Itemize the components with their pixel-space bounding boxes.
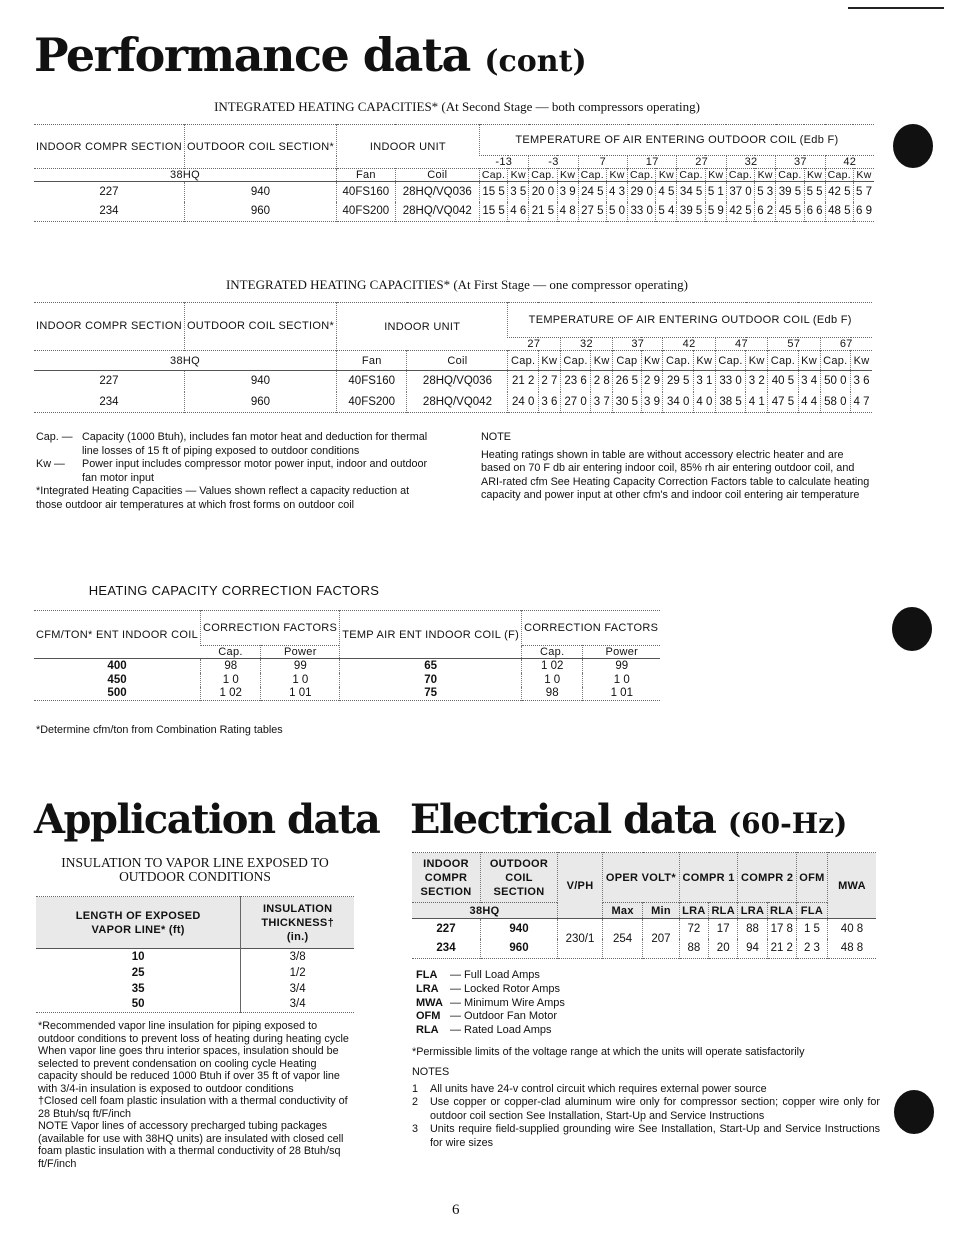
cell: 33 0: [628, 202, 656, 222]
col-indoor-compr: INDOOR COMPR SECTION: [36, 140, 182, 153]
application-caption: INSULATION TO VAPOR LINE EXPOSED TO OUTDOOR CONDITIONS: [61, 855, 329, 884]
cell: 48 5: [825, 202, 853, 222]
cell: 234: [436, 942, 456, 955]
col-rla: RLA: [767, 903, 796, 919]
col-fan: Fan: [337, 169, 396, 182]
temp-header: 27: [677, 156, 726, 169]
top-rule: [848, 7, 944, 9]
note-text: Heating ratings shown in table are without accessory electric heater and are based on 70 F db air entering indoor coil, 85% rh air entering outdoor coil, and ARI-rated cfm See Heating Capacity Correction Factors table to calculate heating capacity and power input at other cfm's and indoor coil entering air temperature: [481, 448, 870, 501]
cell: 5 9: [705, 202, 726, 222]
integrated-note: *Integrated Heating Capacities — Values shown reflect a capacity reduction at those outdoor air temperatures at which frost forms on outdoor coil: [36, 485, 410, 511]
cell: 39 5: [776, 182, 804, 202]
cell: 4 4: [798, 392, 820, 413]
cell: 2 8: [591, 371, 613, 392]
cell: 960: [184, 392, 336, 413]
table3-caption: HEATING CAPACITY CORRECTION FACTORS: [88, 583, 380, 598]
cell: 26 5: [613, 371, 641, 392]
cell: 28HQ/VQ042: [407, 392, 508, 413]
table-row: [34, 659, 660, 673]
cell: 6 2: [755, 202, 776, 222]
cell: 29 0: [628, 182, 656, 202]
binder-hole-1: [893, 124, 933, 168]
col-cap: Cap.: [776, 169, 804, 182]
cell: 3/4: [241, 981, 354, 997]
cell: 40FS200: [337, 392, 407, 413]
cell: 400: [107, 659, 127, 672]
col-kw: Kw: [755, 169, 776, 182]
table-row: [36, 965, 354, 981]
col-coil: Coil: [407, 351, 508, 371]
cell: 39 5: [677, 202, 705, 222]
cell: 34 0: [663, 392, 694, 413]
cell: 21 2: [508, 371, 539, 392]
cell: 58 0: [820, 392, 851, 413]
cell: 72: [679, 919, 708, 939]
legend-row: LRA — Locked Rotor Amps: [416, 982, 561, 995]
electrical-footnote: *Permissible limits of the voltage range at which the units will operate satisfactorily: [412, 1046, 805, 1058]
temp-header: 67: [820, 338, 872, 351]
cell: 3 1: [693, 371, 715, 392]
table-row: [36, 981, 354, 997]
col-cap: Cap.: [529, 169, 557, 182]
col-indoor-unit: INDOOR UNIT: [337, 303, 508, 351]
col-cap: Cap.: [663, 351, 694, 371]
col-coil: Coil: [395, 169, 479, 182]
temp-header: 37: [613, 338, 663, 351]
heating-capacity-table-first-stage: [34, 302, 872, 413]
cell: 3 6: [538, 392, 560, 413]
cell: 15 5: [479, 182, 507, 202]
cell: 230/1: [558, 919, 603, 959]
cell: 207: [643, 919, 680, 959]
cell: 38 5: [715, 392, 746, 413]
note-item: 2 Use copper or copper-clad aluminum wire only for compressor section; copper wire only for outdoor coil section See Installation, Start-Up and Service Instructions: [412, 1096, 880, 1122]
col-outdoor: OUTDOOR COIL SECTION: [481, 853, 558, 903]
cell: 3/8: [241, 949, 354, 965]
col-cfm: CFM/TON* ENT INDOOR COIL: [36, 628, 199, 641]
cell: 234: [99, 395, 119, 408]
cell: 5 3: [755, 182, 776, 202]
cell: 48 8: [828, 939, 877, 959]
legend-row: FLA — Full Load Amps: [416, 969, 540, 981]
cell: 21 2: [767, 939, 796, 959]
page-title-sub: (cont): [484, 44, 587, 79]
cell: 24 0: [508, 392, 539, 413]
cell: 227: [99, 185, 119, 198]
col-cap: Cap.: [820, 351, 851, 371]
cell: 5 4: [656, 202, 677, 222]
cell: 1 01: [261, 687, 340, 701]
temp-header: 32: [726, 156, 775, 169]
cell: 40 8: [828, 919, 877, 939]
col-power: Power: [583, 646, 660, 659]
table-row: [34, 202, 874, 222]
cell: 25: [131, 966, 145, 979]
cell: 50: [131, 998, 145, 1011]
cell: 1 0: [522, 673, 583, 687]
temp-header: 32: [560, 338, 612, 351]
col-oper-volt: OPER VOLT*: [603, 853, 680, 903]
page-title: [34, 28, 587, 82]
col-kw: Kw: [641, 351, 663, 371]
cell: 17: [709, 919, 738, 939]
cell: 21 5: [529, 202, 557, 222]
binder-hole-2: [892, 607, 932, 651]
cell: 23 6: [560, 371, 591, 392]
col-indoor-unit: INDOOR UNIT: [337, 125, 480, 169]
cell: 33 0: [715, 371, 746, 392]
cell: 3 5: [508, 182, 529, 202]
table-row: [36, 949, 354, 965]
table-row: [412, 919, 876, 939]
notes-title: NOTES: [412, 1066, 450, 1078]
cell: 1 0: [261, 673, 340, 687]
cell: 40FS160: [337, 182, 396, 202]
cell: 1 0: [201, 673, 261, 687]
cell: 50 0: [820, 371, 851, 392]
legend-def-cap: Capacity (1000 Btuh), includes fan motor heat and deduction for thermal line losses of 15 ft of piping exposed to outdoor conditions: [82, 431, 428, 457]
cell: 3 9: [641, 392, 663, 413]
cell: 2 9: [641, 371, 663, 392]
col-compr1: COMPR 1: [679, 853, 738, 903]
col-cap: Cap.: [825, 169, 853, 182]
col-cap: Cap.: [218, 646, 243, 658]
col-kw: Kw: [851, 351, 872, 371]
col-temp-air: TEMP AIR ENT INDOOR COIL (F): [340, 611, 522, 659]
col-cap: Cap.: [578, 169, 606, 182]
col-kw: Kw: [607, 169, 628, 182]
col-compr2: COMPR 2: [738, 853, 797, 903]
cell: 88: [679, 939, 708, 959]
table3-footnote: *Determine cfm/ton from Combination Rating tables: [36, 724, 283, 736]
col-kw: Kw: [656, 169, 677, 182]
group-38hq: 38HQ: [170, 169, 200, 181]
cell: 6 9: [853, 202, 874, 222]
cell: 24 5: [578, 182, 606, 202]
col-kw: Kw: [705, 169, 726, 182]
cell: 27 0: [560, 392, 591, 413]
cell: 34 5: [677, 182, 705, 202]
temp-header: 42: [663, 338, 715, 351]
cell: 4 3: [607, 182, 628, 202]
legend-key-cap: Cap. —: [36, 431, 73, 443]
application-title: Application data: [34, 796, 380, 843]
group-38hq: 38HQ: [170, 354, 200, 367]
electrical-title-sub: (60-Hz): [727, 807, 848, 840]
col-rla: RLA: [709, 903, 738, 919]
cell: 20 0: [529, 182, 557, 202]
cell: 42 5: [825, 182, 853, 202]
cell: 75: [340, 687, 522, 701]
temp-header: -3: [529, 156, 578, 169]
col-cap: Cap.: [677, 169, 705, 182]
col-power: Power: [261, 646, 340, 659]
cell: 940: [481, 919, 558, 939]
col-max: Max: [603, 903, 643, 919]
col-vph: V/PH: [558, 853, 603, 919]
cell: 3 4: [798, 371, 820, 392]
cell: 94: [738, 939, 767, 959]
cell: 4 7: [851, 392, 872, 413]
col-cap: Cap.: [768, 351, 799, 371]
cell: 99: [261, 659, 340, 673]
table-row: [34, 371, 872, 392]
cell: 1 02: [201, 687, 261, 701]
cell: 227: [436, 922, 456, 935]
legend-row: OFM — Outdoor Fan Motor: [416, 1010, 557, 1023]
cell: 27 5: [578, 202, 606, 222]
cell: 10: [131, 950, 145, 963]
cell: 3 7: [591, 392, 613, 413]
cell: 3/4: [241, 997, 354, 1013]
cell: 47 5: [768, 392, 799, 413]
col-kw: Kw: [804, 169, 825, 182]
cell: 450: [107, 673, 127, 686]
cell: 20: [709, 939, 738, 959]
col-indoor-compr: INDOOR COMPR SECTION: [36, 320, 182, 332]
cell: 500: [107, 687, 127, 700]
col-kw: Kw: [591, 351, 613, 371]
note-item: 3 Units require field-supplied grounding wire See Installation, Start-Up and Service Instructions for wire sizes: [412, 1123, 880, 1149]
col-cap: Cap.: [560, 351, 591, 371]
cell: 234: [99, 205, 119, 218]
cell: 98: [201, 659, 261, 673]
electrical-title: [410, 796, 847, 843]
heating-note: [481, 431, 873, 503]
cell: 30 5: [613, 392, 641, 413]
cell: 29 5: [663, 371, 694, 392]
col-kw: Kw: [693, 351, 715, 371]
cell: 1 5: [796, 919, 827, 939]
col-min: Min: [643, 903, 680, 919]
cell: 17 8: [767, 919, 796, 939]
col-kw: Kw: [538, 351, 560, 371]
cell: 1/2: [241, 965, 354, 981]
cell: 88: [738, 919, 767, 939]
legend-row: MWA — Minimum Wire Amps: [416, 996, 565, 1009]
application-note-2: †Closed cell foam plastic insulation with a thermal conductivity of 28 Btuh/sq ft/F/inch: [38, 1095, 348, 1120]
temp-header: 17: [628, 156, 677, 169]
capacity-legend: [36, 431, 431, 512]
col-mwa: MWA: [828, 853, 877, 919]
note-item: 1 All units have 24-v control circuit which requires external power source: [412, 1082, 767, 1095]
cell: 4 1: [746, 392, 768, 413]
electrical-notes: [412, 1066, 880, 1150]
col-cap: Cap.: [508, 351, 539, 371]
cell: 960: [481, 939, 558, 959]
application-note-1: *Recommended vapor line insulation for piping exposed to outdoor conditions to prevent loss of heating during heating cycle When vapor line goes thru interior spaces, insulation should be selected to prevent condensation on cooling cycle Heating capacity should be reduced 1000 Btuh if over 35 ft of vapor line with 3/4-in insulation is exposed to outdoor conditions: [38, 1020, 349, 1095]
cell: 2 7: [538, 371, 560, 392]
col-kw: Kw: [557, 169, 578, 182]
table-row: [36, 997, 354, 1013]
col-correction: CORRECTION FACTORS: [201, 611, 340, 646]
cell: 227: [99, 375, 119, 388]
temp-header: -13: [495, 156, 513, 168]
col-kw: Kw: [746, 351, 768, 371]
cell: 5 5: [804, 182, 825, 202]
cell: 28HQ/VQ042: [395, 202, 479, 222]
cell: 940: [184, 182, 336, 202]
col-cap: Cap.: [726, 169, 754, 182]
table-row: [34, 182, 874, 202]
legend-row: RLA — Rated Load Amps: [416, 1024, 552, 1037]
cell: 15 5: [479, 202, 507, 222]
col-cap: Cap.: [522, 646, 583, 659]
group-38hq: 38HQ: [469, 904, 500, 917]
col-outdoor-coil: OUTDOOR COIL SECTION*: [184, 303, 336, 351]
application-notes: [38, 1020, 356, 1170]
cell: 70: [340, 673, 522, 687]
cell: 42 5: [726, 202, 754, 222]
cell: 4 8: [557, 202, 578, 222]
temp-header: 37: [776, 156, 825, 169]
cell: 40 5: [768, 371, 799, 392]
binder-hole-3: [894, 1090, 934, 1134]
electrical-title-main: Electrical data: [410, 796, 716, 843]
table1-caption: INTEGRATED HEATING CAPACITIES* (At Second Stage — both compressors operating): [214, 99, 700, 114]
col-cap: Cap.: [628, 169, 656, 182]
col-outdoor-coil: OUTDOOR COIL SECTION*: [184, 125, 336, 169]
cell: 6 6: [804, 202, 825, 222]
col-cap: Cap: [613, 351, 641, 371]
legend-key-kw: Kw —: [36, 458, 65, 470]
col-thickness: INSULATION THICKNESS† (in.): [241, 897, 354, 949]
col-cap: Cap.: [479, 169, 507, 182]
application-note-3: NOTE Vapor lines of accessory precharged tubing packages (available for use with 38HQ units) are insulated with closed cell foam plastic insulation with a thermal conductivity of 28 Btuh/sq ft/F/inch: [38, 1120, 344, 1170]
col-temperature: TEMPERATURE OF AIR ENTERING OUTDOOR COIL (Edb F): [479, 125, 874, 156]
temp-header: 57: [768, 338, 820, 351]
cell: 960: [184, 202, 336, 222]
col-correction: CORRECTION FACTORS: [522, 611, 661, 646]
cell: 65: [340, 659, 522, 673]
col-lra: LRA: [679, 903, 708, 919]
col-temperature: TEMPERATURE OF AIR ENTERING OUTDOOR COIL (Edb F): [508, 303, 872, 338]
cell: 5 0: [607, 202, 628, 222]
cell: 28HQ/VQ036: [407, 371, 508, 392]
temp-header: 27: [527, 338, 541, 350]
temp-header: 42: [825, 156, 874, 169]
col-kw: Kw: [508, 169, 529, 182]
page-number: 6: [452, 1202, 460, 1218]
cell: 99: [583, 659, 660, 673]
electrical-legend: [416, 969, 716, 1038]
legend-def-kw: Power input includes compressor motor power input, indoor and outdoor fan motor input: [82, 458, 428, 484]
note-title: NOTE: [481, 431, 511, 443]
cell: 28HQ/VQ036: [395, 182, 479, 202]
cell: 5 7: [853, 182, 874, 202]
cell: 5 1: [705, 182, 726, 202]
col-lra: LRA: [738, 903, 767, 919]
col-kw: Kw: [853, 169, 874, 182]
table2-caption: INTEGRATED HEATING CAPACITIES* (At First Stage — one compressor operating): [225, 277, 689, 292]
cell: 4 5: [656, 182, 677, 202]
heating-capacity-table-second-stage: [34, 124, 874, 222]
table-row: [34, 673, 660, 687]
col-ofm: OFM: [796, 853, 827, 903]
temp-header: 47: [715, 338, 767, 351]
insulation-table: [36, 896, 354, 1013]
cell: 3 9: [557, 182, 578, 202]
correction-factors-table: [34, 610, 660, 701]
cell: 3 2: [746, 371, 768, 392]
cell: 1 01: [583, 687, 660, 701]
table-row: [34, 392, 872, 413]
cell: 37 0: [726, 182, 754, 202]
col-fan: Fan: [337, 351, 407, 371]
cell: 45 5: [776, 202, 804, 222]
col-length: LENGTH OF EXPOSED VAPOR LINE* (ft): [75, 909, 201, 936]
table-row: [34, 687, 660, 701]
cell: 4 6: [508, 202, 529, 222]
col-cap: Cap.: [715, 351, 746, 371]
col-kw: Kw: [798, 351, 820, 371]
electrical-table: [412, 852, 876, 959]
cell: 1 02: [522, 659, 583, 673]
cell: 98: [522, 687, 583, 701]
cell: 4 0: [693, 392, 715, 413]
page-title-main: Performance data: [34, 28, 470, 82]
cell: 254: [603, 919, 643, 959]
cell: 40FS200: [337, 202, 396, 222]
cell: 3 6: [851, 371, 872, 392]
col-indoor: INDOOR COMPR SECTION: [420, 857, 472, 898]
temp-header: 7: [578, 156, 627, 169]
cell: 2 3: [796, 939, 827, 959]
cell: 1 0: [583, 673, 660, 687]
cell: 35: [131, 982, 145, 995]
cell: 940: [184, 371, 336, 392]
cell: 40FS160: [337, 371, 407, 392]
col-fla: FLA: [796, 903, 827, 919]
